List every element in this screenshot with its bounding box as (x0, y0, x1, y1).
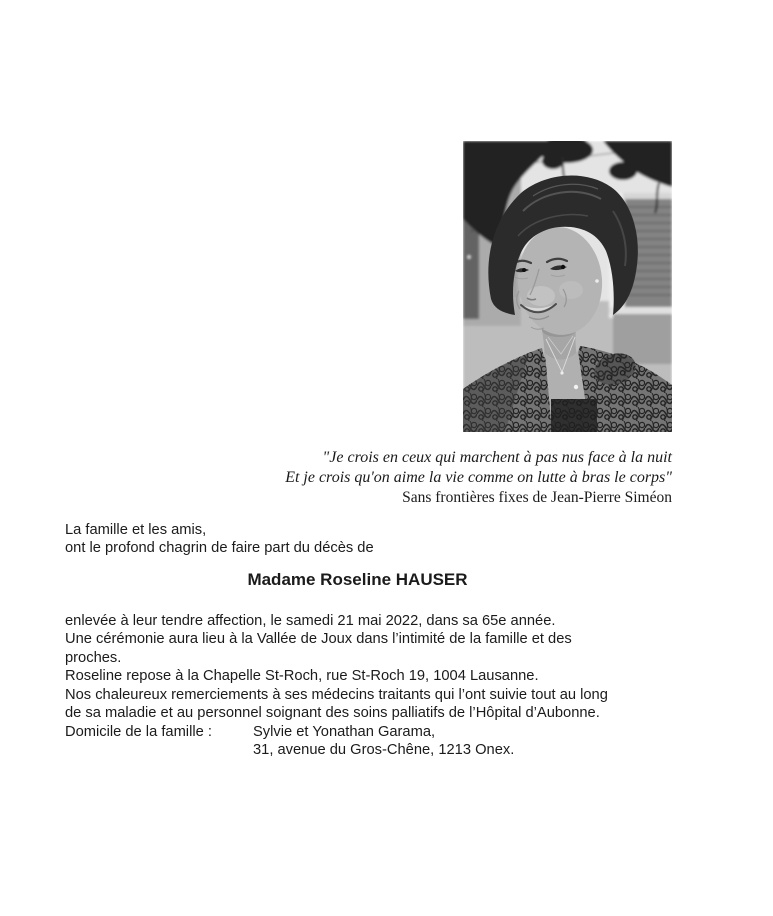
portrait-photo (463, 141, 672, 432)
quote-line-1: "Je crois en ceux qui marchent à pas nus face à la nuit (322, 449, 672, 466)
announcement-intro (65, 521, 374, 558)
domicile-label-spacer (65, 741, 253, 759)
intro-line-2: ont le profond chagrin de faire part du décès de (65, 540, 374, 557)
domicile-address-line: 31, avenue du Gros-Chêne, 1213 Onex. (253, 742, 515, 759)
body-line: Une cérémonie aura lieu à la Vallée de Joux dans l’intimité de la famille et des (65, 631, 572, 648)
domicile-name-line: Sylvie et Yonathan Garama, (253, 723, 436, 740)
deceased-name: Madame Roseline HAUSER (247, 570, 468, 589)
body-line: Roseline repose à la Chapelle St-Roch, rue St-Roch 19, 1004 Lausanne. (65, 668, 539, 685)
body-line: de sa maladie et au personnel soignant des soins palliatifs de l’Hôpital d’Aubonne. (65, 705, 600, 722)
body-line: enlevée à leur tendre affection, le samedi 21 mai 2022, dans sa 65e année. (65, 613, 556, 629)
quote-line-2: Et je crois qu'on aime la vie comme on lutte à bras le corps" (285, 469, 672, 486)
intro-line-1: La famille et les amis, (65, 522, 207, 538)
domicile-address-row (65, 741, 608, 759)
quote-attribution: Sans frontières fixes de Jean-Pierre Siméon (402, 489, 672, 506)
body-line: proches. (65, 649, 122, 666)
body-line: Nos chaleureux remerciements à ses médecins traitants qui l’ont suivie tout au long (65, 686, 608, 703)
portrait-photo-image (463, 141, 672, 432)
announcement-body (65, 612, 608, 760)
domicile-row (65, 723, 608, 741)
quote-block (100, 448, 672, 508)
domicile-label: Domicile de la famille : (65, 723, 212, 740)
